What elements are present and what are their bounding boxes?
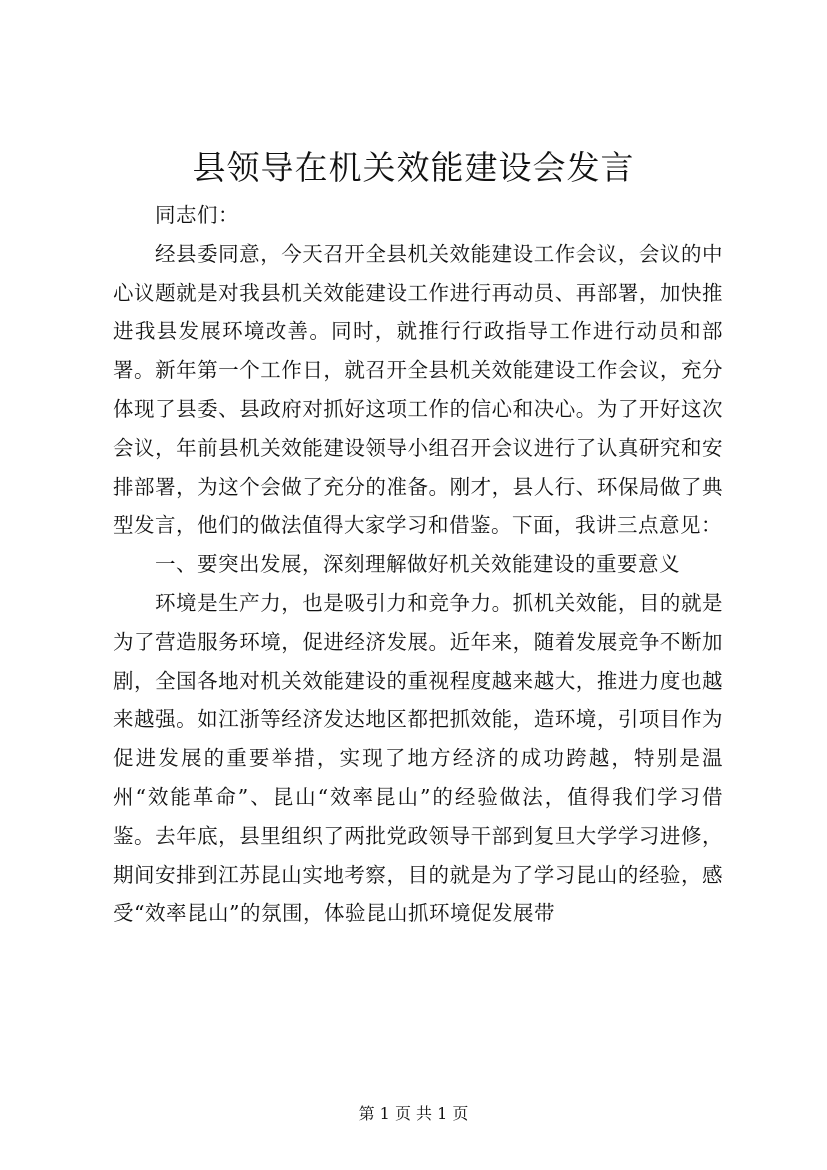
intro-paragraph: 经县委同意，今天召开全县机关效能建设工作会议，会议的中心议题就是对我县机关效能建设工作进行再动员、再部署，加快推进我县发展环境改善。同时，就推行行政指导工作进行动员和部署。新年第一个工作日，就召开全县机关效能建设工作会议，充分体现了县委、县政府对抓好这项工作的信心和决心。为了开好这次会议，年前县机关效能建设领导小组召开会议进行了认真研究和安排部署，为这个会做了充分的准备。刚才，县人行、环保局做了典型发言，他们的做法值得大家学习和借鉴。下面，我讲三点意见： — [113, 241, 723, 538]
section-paragraph: 环境是生产力，也是吸引力和竞争力。抓机关效能，目的就是为了营造服务环境，促进经济发展。近年来，随着发展竞争不断加剧，全国各地对机关效能建设的重视程度越来越大，推进力度也越来越强。如江浙等经济发达地区都把抓效能，造环境，引项目作为促进发展的重要举措，实现了地方经济的成功跨越，特别是温州“效能革命”、昆山“效率昆山”的经验做法，值得我们学习借鉴。去年底，县里组织了两批党政领导干部到复旦大学学习进修，期间安排到江苏昆山实地考察，目的就是为了学习昆山的经验，感受“效率昆山”的氛围，体验昆山抓环境促发展带 — [113, 590, 723, 926]
document-title: 县领导在机关效能建设会发言 — [192, 148, 635, 187]
salutation-paragraph: 同志们： — [155, 203, 240, 227]
section-heading: 一、要突出发展，深刻理解做好机关效能建设的重要意义 — [155, 552, 681, 577]
page-footer: 第 1 页 共 1 页 — [358, 1104, 469, 1123]
document-body — [113, 196, 723, 933]
